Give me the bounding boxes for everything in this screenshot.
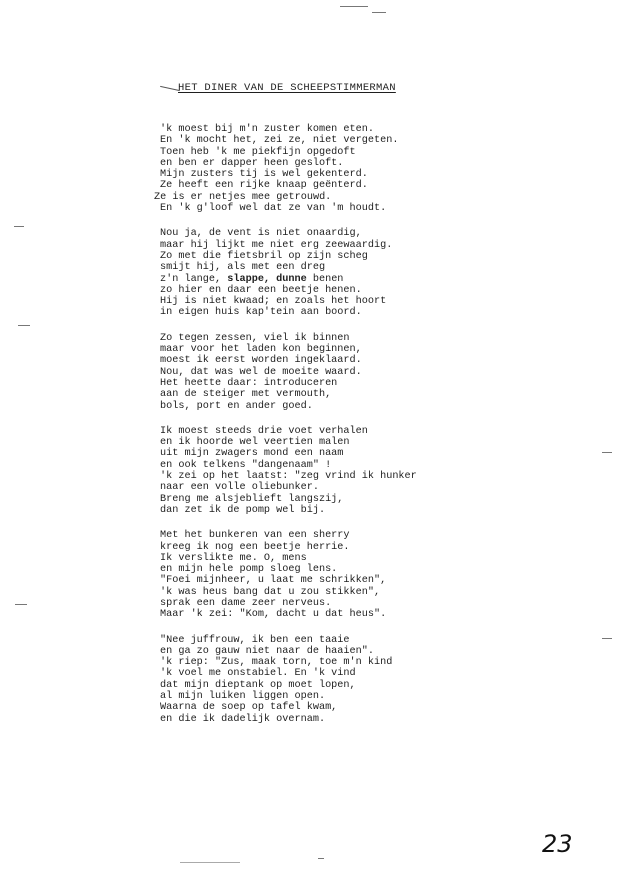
poem-line: Met het bunkeren van een sherry <box>160 530 350 542</box>
poem-line: En 'k g'loof wel dat ze van 'm houdt. <box>160 203 387 215</box>
poem-line: uit mijn zwagers mond een naam <box>160 448 344 460</box>
poem-line: en mijn hele pomp sloeg lens. <box>160 564 338 576</box>
page-number: 23 <box>542 830 573 858</box>
poem-line: 'k was heus bang dat u zou stikken", <box>160 586 381 598</box>
poem-line: kreeg ik nog een beetje herrie. <box>160 541 350 553</box>
poem-line: Maar 'k zei: "Kom, dacht u dat heus". <box>160 609 387 621</box>
poem-line: Toen heb 'k me piekfijn opgedoft <box>160 146 356 158</box>
scan-mark <box>14 226 24 227</box>
poem-line: naar een volle oliebunker. <box>160 482 319 494</box>
poem-line: al mijn luiken liggen open. <box>160 691 326 703</box>
poem-line: smijt hij, als met een dreg <box>160 262 326 274</box>
poem-line: 'k riep: "Zus, maak torn, toe m'n kind <box>160 657 393 669</box>
scan-mark <box>602 638 612 639</box>
poem-line: Nou, dat was wel de moeite waard. <box>160 366 362 378</box>
scan-mark <box>318 858 324 859</box>
poem-line: 'k zei op het laatst: "zeg vrind ik hunker <box>160 471 417 483</box>
poem-line: aan de steiger met vermouth, <box>160 389 332 401</box>
stanza <box>160 228 460 318</box>
poem-line: dan zet ik de pomp wel bij. <box>160 504 326 516</box>
poem-line: en ik hoorde wel veertien malen <box>160 437 350 449</box>
scan-mark <box>340 6 368 7</box>
poem-line: Breng me alsjeblieft langszij, <box>160 493 344 505</box>
poem-line: "Nee juffrouw, ik ben een taaie <box>160 634 350 646</box>
scan-mark <box>180 862 240 863</box>
poem-line: Ik verslikte me. O, mens <box>160 552 307 564</box>
poem-line: en ook telkens "dangenaam" ! <box>160 459 332 471</box>
stanza <box>160 333 460 412</box>
poem-line: en ben er dapper heen gesloft. <box>160 157 344 169</box>
scan-mark <box>18 325 30 326</box>
poem-line: sprak een dame zeer nerveus. <box>160 597 332 609</box>
scan-mark <box>602 452 612 453</box>
stanza <box>154 124 460 215</box>
poem-body <box>154 124 460 739</box>
stanza <box>160 426 460 516</box>
poem-line: Ze heeft een rijke knaap geënterd. <box>160 180 368 192</box>
poem-line: z'n lange, slappe, dunne benen <box>160 273 344 285</box>
poem-line: "Foei mijnheer, u laat me schrikken", <box>160 575 387 587</box>
poem-line: Hij is niet kwaad; en zoals het hoort <box>160 296 387 308</box>
poem-line: bols, port en ander goed. <box>160 400 313 412</box>
poem-line: zo hier en daar een beetje henen. <box>160 284 362 296</box>
stanza <box>160 635 460 725</box>
poem-line: moest ik eerst worden ingeklaard. <box>160 355 362 367</box>
title-dash <box>160 86 180 91</box>
poem-line: Ik moest steeds drie voet verhalen <box>160 425 368 437</box>
poem-line: Zo tegen zessen, viel ik binnen <box>160 332 350 344</box>
poem-line: 'k moest bij m'n zuster komen eten. <box>160 124 374 135</box>
poem-line: Het heette daar: introduceren <box>160 377 338 389</box>
scan-mark <box>372 12 386 13</box>
poem-line: Ze is er netjes mee getrouwd. <box>154 191 332 203</box>
poem-line: dat mijn dieptank op moet lopen, <box>160 679 356 691</box>
scan-mark <box>15 604 27 605</box>
poem-line: maar hij lijkt me niet erg zeewaardig. <box>160 239 393 251</box>
poem-line: en die ik dadelijk overnam. <box>160 713 326 725</box>
poem-line: 'k voel me onstabiel. En 'k vind <box>160 668 356 680</box>
poem-line: maar voor het laden kon beginnen, <box>160 344 362 356</box>
stanza <box>160 530 460 620</box>
poem-line: Waarna de soep op tafel kwam, <box>160 702 338 714</box>
poem-line: Mijn zusters tij is wel gekenterd. <box>160 169 368 181</box>
poem-line: en ga zo gauw niet naar de haaien". <box>160 645 374 657</box>
poem-line: Zo met die fietsbril op zijn scheg <box>160 250 368 262</box>
page-title: HET DINER VAN DE SCHEEPSTIMMERMAN <box>178 82 396 94</box>
poem-line: Nou ja, de vent is niet onaardig, <box>160 228 362 240</box>
poem-line: in eigen huis kap'tein aan boord. <box>160 307 362 319</box>
poem-line: En 'k mocht het, zei ze, niet vergeten. <box>160 135 399 147</box>
overtyped-text: slappe, dunne <box>227 273 307 285</box>
